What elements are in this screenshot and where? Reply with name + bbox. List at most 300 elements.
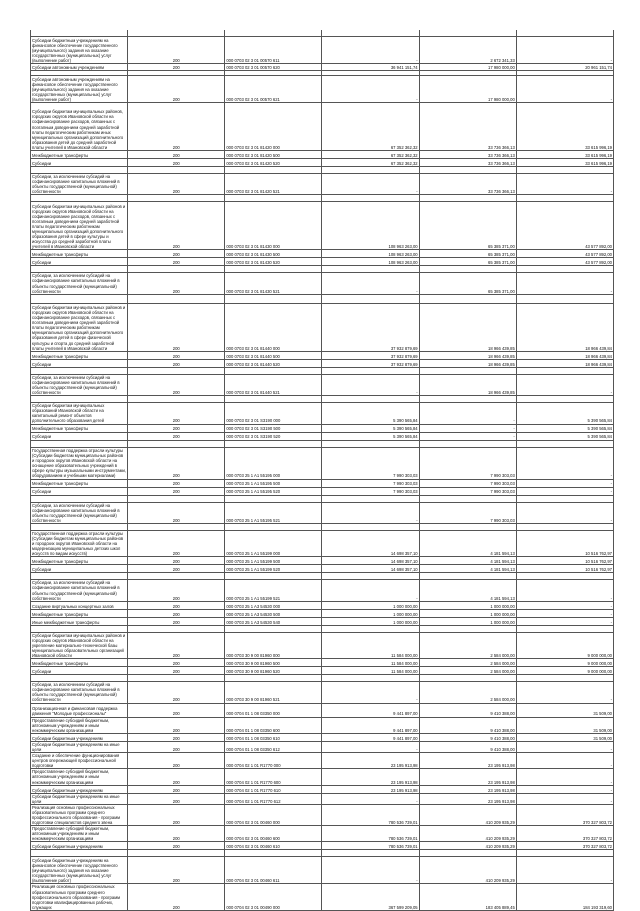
row-classification-code-cell: 000 0703 02 3 01 81420 000	[225, 103, 322, 151]
table-row	[31, 403, 614, 424]
row-name-cell: Создание и обеспечение функционирования центров опережающей профессиональной подготовки	[31, 753, 128, 769]
row-executed-amount-cell: 65 385 371,00	[419, 258, 516, 266]
row-classification-code-cell: 000 0703 30 9 00 81960 521	[225, 682, 322, 703]
row-classification-code-cell: 000 0703 02 3 01 81440 520	[225, 359, 322, 367]
row-executed-amount-cell: 2 584 000,00	[419, 632, 516, 658]
spacer-cell	[31, 675, 128, 682]
spacer-cell	[516, 294, 613, 303]
row-unexecuted-amount-cell: 370 327 803,72	[516, 826, 613, 842]
row-classification-code-cell: 000 0703 02 3 01 S3190 520	[225, 432, 322, 440]
row-code-cell: 200	[128, 842, 225, 850]
spacer-cell	[322, 167, 419, 174]
spacer-cell	[225, 850, 322, 857]
row-assigned-amount-cell: 11 584 000,00	[322, 632, 419, 658]
row-assigned-amount-cell: 36 941 151,74	[322, 64, 419, 71]
row-code-cell: 200	[128, 202, 225, 250]
row-assigned-amount-cell: -	[322, 741, 419, 752]
row-executed-amount-cell: 4 181 594,13	[419, 557, 516, 565]
table-row	[31, 884, 614, 910]
table-row	[31, 479, 614, 487]
row-unexecuted-amount-cell: -	[516, 857, 613, 884]
row-classification-code-cell: 000 0703 30 9 00 81960 000	[225, 632, 322, 658]
spacer-cell	[516, 167, 613, 174]
row-name-cell: Субсидии бюджетным учреждениям на финансовое обеспечение государственного (муниципального) задания на оказание государственных (муниципальных) услуг (выполнение работ)	[31, 37, 128, 64]
row-executed-amount-cell: 23 195 913,98	[419, 793, 516, 804]
spacer-cell	[322, 675, 419, 682]
row-assigned-amount-cell: 37 932 879,69	[322, 359, 419, 367]
table-row	[31, 103, 614, 151]
spacer-cell	[419, 294, 516, 303]
row-executed-amount-cell: 18 966 439,85	[419, 351, 516, 359]
row-classification-code-cell: 000 0704 02 1 01 R1770 612	[225, 793, 322, 804]
spacer-cell	[225, 675, 322, 682]
row-classification-code-cell: 000 0704 01 1 08 03350 610	[225, 733, 322, 741]
spacer-cell	[225, 625, 322, 632]
row-assigned-amount-cell: 9 441 897,00	[322, 733, 419, 741]
row-code-cell: 200	[128, 580, 225, 601]
row-name-cell: Субсидии бюджетам муниципальных районов и городских округов Ивановской области на укрепление материально-технической базы муниципальных образовательных организаций Ивановской области	[31, 632, 128, 658]
row-executed-amount-cell: 9 410 388,00	[419, 703, 516, 717]
row-assigned-amount-cell: 23 195 913,98	[322, 753, 419, 769]
row-assigned-amount-cell: 780 536 739,01	[322, 842, 419, 850]
row-unexecuted-amount-cell: 184 193 319,60	[516, 884, 613, 910]
spacer-cell	[128, 396, 225, 403]
row-classification-code-cell: 000 0703 02 3 01 81430 000	[225, 202, 322, 250]
spacer-cell	[128, 167, 225, 174]
row-name-cell: Субсидии	[31, 487, 128, 495]
row-classification-code-cell: 000 0703 25 1 A1 55195 000	[225, 447, 322, 479]
row-executed-amount-cell: 7 990 303,03	[419, 502, 516, 523]
row-spacer	[31, 573, 614, 580]
row-assigned-amount-cell: -	[322, 793, 419, 804]
row-unexecuted-amount-cell: 43 577 892,00	[516, 250, 613, 258]
row-code-cell: 200	[128, 303, 225, 351]
row-executed-amount-cell: 2 584 000,00	[419, 659, 516, 667]
row-name-cell: Межбюджетные трансферты	[31, 479, 128, 487]
row-classification-code-cell: 000 0703 02 3 01 81430 500	[225, 250, 322, 258]
spacer-cell	[128, 367, 225, 374]
row-assigned-amount-cell: -	[322, 374, 419, 395]
row-name-cell: Реализация основных профессиональных образовательных программ среднего профессионального образования - программ подготовки квалифицированных рабочих, служащих	[31, 884, 128, 910]
row-assigned-amount-cell: 7 990 303,03	[322, 447, 419, 479]
row-unexecuted-amount-cell: 18 966 439,84	[516, 351, 613, 359]
row-classification-code-cell: 000 0703 30 9 00 81960 500	[225, 659, 322, 667]
row-executed-amount-cell: 410 209 935,29	[419, 804, 516, 825]
row-unexecuted-amount-cell: 43 577 892,00	[516, 258, 613, 266]
table-row	[31, 804, 614, 825]
row-assigned-amount-cell: 5 390 565,84	[322, 403, 419, 424]
spacer-cell	[225, 495, 322, 502]
table-row	[31, 632, 614, 658]
row-assigned-amount-cell: -	[322, 37, 419, 64]
row-name-cell: Предоставление субсидий бюджетным, автономным учреждениям и иным некоммерческим организациям	[31, 826, 128, 842]
row-classification-code-cell: 000 0703 25 1 A3 54530 000	[225, 601, 322, 609]
row-code-cell: 200	[128, 103, 225, 151]
table-row	[31, 424, 614, 432]
row-name-cell: Субсидии, за исключением субсидий на софинансирование капитальных вложений в объекты государственной (муниципальной) собственности	[31, 374, 128, 395]
table-row	[31, 151, 614, 159]
row-name-cell: Субсидии, за исключением субсидий на софинансирование капитальных вложений в объекты государственной (муниципальной) собственности	[31, 273, 128, 294]
row-code-cell: 200	[128, 741, 225, 752]
row-name-cell: Предоставление субсидий бюджетным, автономным учреждениям и иным некоммерческим организациям	[31, 717, 128, 733]
row-executed-amount-cell: 33 736 366,13	[419, 103, 516, 151]
spacer-cell	[419, 850, 516, 857]
row-spacer	[31, 495, 614, 502]
row-spacer	[31, 396, 614, 403]
row-unexecuted-amount-cell: -	[516, 174, 613, 195]
table-row	[31, 159, 614, 167]
budget-execution-table	[30, 30, 614, 911]
row-classification-code-cell: 000 0703 02 3 01 S3190 000	[225, 403, 322, 424]
row-executed-amount-cell: 33 736 366,13	[419, 151, 516, 159]
spacer-cell	[225, 294, 322, 303]
row-code-cell: 200	[128, 617, 225, 625]
row-unexecuted-amount-cell: -	[516, 682, 613, 703]
table-row	[31, 793, 614, 804]
row-code-cell: 200	[128, 250, 225, 258]
row-classification-code-cell: 000 0703 02 3 01 81440 521	[225, 374, 322, 395]
row-name-cell: Межбюджетные трансферты	[31, 250, 128, 258]
row-unexecuted-amount-cell: 5 390 565,84	[516, 424, 613, 432]
table-body	[31, 30, 614, 910]
row-name-cell: Межбюджетные трансферты	[31, 609, 128, 617]
row-code-cell: 200	[128, 609, 225, 617]
budget-table-sheet	[30, 30, 614, 911]
row-executed-amount-cell: 2 672 341,33	[419, 37, 516, 64]
row-executed-amount-cell: 4 181 594,13	[419, 530, 516, 556]
row-name-cell: Субсидии, за исключением субсидий на софинансирование капитальных вложений в объекты государственной (муниципальной) собственности	[31, 174, 128, 195]
spacer-cell	[419, 195, 516, 202]
spacer-cell	[419, 573, 516, 580]
row-classification-code-cell: 000 0703 02 3 01 81420 500	[225, 151, 322, 159]
row-unexecuted-amount-cell: 31 509,00	[516, 703, 613, 717]
spacer-cell	[419, 367, 516, 374]
row-assigned-amount-cell: 108 963 263,00	[322, 202, 419, 250]
table-row	[31, 785, 614, 793]
row-executed-amount-cell: 9 410 388,00	[419, 717, 516, 733]
spacer-cell	[128, 440, 225, 447]
table-row	[31, 37, 614, 64]
row-code-cell: 200	[128, 753, 225, 769]
spacer-cell	[31, 523, 128, 530]
row-assigned-amount-cell: 14 698 357,10	[322, 530, 419, 556]
row-assigned-amount-cell: 5 390 565,84	[322, 424, 419, 432]
row-unexecuted-amount-cell: 33 615 996,19	[516, 151, 613, 159]
row-spacer	[31, 850, 614, 857]
table-row	[31, 609, 614, 617]
row-assigned-amount-cell: -	[322, 682, 419, 703]
table-row	[31, 601, 614, 609]
row-unexecuted-amount-cell: 9 000 000,00	[516, 659, 613, 667]
spacer-cell	[31, 850, 128, 857]
row-assigned-amount-cell: 14 698 357,10	[322, 557, 419, 565]
row-unexecuted-amount-cell: -	[516, 487, 613, 495]
spacer-cell	[225, 367, 322, 374]
row-unexecuted-amount-cell: 33 615 996,19	[516, 159, 613, 167]
row-unexecuted-amount-cell: -	[516, 374, 613, 395]
row-code-cell: 200	[128, 557, 225, 565]
row-code-cell: 200	[128, 785, 225, 793]
row-spacer	[31, 523, 614, 530]
row-classification-code-cell: 000 0703 25 1 A3 54530 500	[225, 609, 322, 617]
row-unexecuted-amount-cell: -	[516, 785, 613, 793]
row-code-cell: 200	[128, 432, 225, 440]
row-name-cell: Субсидии, за исключением субсидий на софинансирование капитальных вложений в объекты государственной (муниципальной) собственности	[31, 502, 128, 523]
row-name-cell: Субсидии бюджетным учреждениям на иные цели	[31, 793, 128, 804]
row-executed-amount-cell: 18 966 439,85	[419, 359, 516, 367]
row-assigned-amount-cell: 367 599 209,05	[322, 884, 419, 910]
row-executed-amount-cell: 7 990 303,03	[419, 479, 516, 487]
row-code-cell: 200	[128, 857, 225, 884]
spacer-cell	[225, 167, 322, 174]
table-row	[31, 769, 614, 785]
spacer-cell	[225, 523, 322, 530]
spacer-cell	[516, 675, 613, 682]
row-classification-code-cell: 000 0704 02 3 01 00490 000	[225, 884, 322, 910]
table-row	[31, 487, 614, 495]
row-executed-amount-cell: 18 966 439,85	[419, 303, 516, 351]
row-assigned-amount-cell: 23 195 913,98	[322, 769, 419, 785]
row-name-cell: Межбюджетные трансферты	[31, 557, 128, 565]
spacer-cell	[322, 294, 419, 303]
row-name-cell: Реализация основных профессиональных образовательных программ среднего профессионального образования - программ подготовки специалистов среднего звена	[31, 804, 128, 825]
row-classification-code-cell: 000 0704 01 1 08 03350 612	[225, 741, 322, 752]
row-executed-amount-cell: 2 584 000,00	[419, 667, 516, 675]
row-unexecuted-amount-cell: 20 961 151,74	[516, 64, 613, 71]
row-classification-code-cell: 000 0704 02 3 01 00460 611	[225, 857, 322, 884]
row-code-cell: 200	[128, 733, 225, 741]
row-unexecuted-amount-cell: 10 516 762,97	[516, 565, 613, 573]
table-row	[31, 842, 614, 850]
row-name-cell: Субсидии бюджетам муниципальных районов и городских округов Ивановской области на софинансирование расходов, связанных с поэтапным доведением средней заработной платы педагогическим работникам муниципальных организаций дополнительного образования детей в сфере культуры и искусства до средней заработной платы учителей в Ивановской области	[31, 202, 128, 250]
spacer-cell	[516, 573, 613, 580]
row-executed-amount-cell: 33 736 366,13	[419, 174, 516, 195]
row-executed-amount-cell: 9 410 388,00	[419, 733, 516, 741]
row-classification-code-cell: 000 0703 25 1 A1 55195 520	[225, 487, 322, 495]
row-code-cell: 200	[128, 273, 225, 294]
row-executed-amount-cell: 33 736 366,13	[419, 159, 516, 167]
row-spacer	[31, 440, 614, 447]
row-code-cell: 200	[128, 359, 225, 367]
row-classification-code-cell: 000 0703 02 3 01 00570 620	[225, 64, 322, 71]
spacer-cell	[225, 266, 322, 273]
row-code-cell: 200	[128, 717, 225, 733]
row-code-cell: 200	[128, 479, 225, 487]
row-executed-amount-cell: 9 410 388,00	[419, 741, 516, 752]
row-assigned-amount-cell: 108 963 263,00	[322, 258, 419, 266]
row-name-cell: Субсидии бюджетным учреждениям	[31, 842, 128, 850]
spacer-cell	[322, 195, 419, 202]
table-row	[31, 502, 614, 523]
row-unexecuted-amount-cell: -	[516, 447, 613, 479]
table-row	[31, 717, 614, 733]
spacer-cell	[31, 167, 128, 174]
spacer-cell	[128, 675, 225, 682]
row-executed-amount-cell: 65 385 371,00	[419, 250, 516, 258]
spacer-cell	[322, 573, 419, 580]
spacer-cell	[419, 396, 516, 403]
row-classification-code-cell: 000 0703 25 1 A1 55199 000	[225, 530, 322, 556]
row-classification-code-cell: 000 0704 02 1 01 R1770 600	[225, 769, 322, 785]
row-name-cell: Субсидии, за исключением субсидий на софинансирование капитальных вложений в объекты государственной (муниципальной) собственности	[31, 682, 128, 703]
row-executed-amount-cell: 65 385 371,00	[419, 202, 516, 250]
table-row	[31, 753, 614, 769]
spacer-cell	[225, 573, 322, 580]
row-classification-code-cell: 000 0703 02 3 01 S3190 500	[225, 424, 322, 432]
spacer-cell	[322, 266, 419, 273]
row-name-cell: Создание виртуальных концертных залов	[31, 601, 128, 609]
table-row	[31, 826, 614, 842]
row-assigned-amount-cell: 780 536 739,01	[322, 804, 419, 825]
spacer-cell	[516, 440, 613, 447]
row-code-cell: 200	[128, 351, 225, 359]
row-code-cell: 200	[128, 403, 225, 424]
row-name-cell: Межбюджетные трансферты	[31, 424, 128, 432]
row-assigned-amount-cell: -	[322, 174, 419, 195]
spacer-cell	[322, 625, 419, 632]
row-classification-code-cell: 000 0703 02 3 01 00570 611	[225, 37, 322, 64]
row-assigned-amount-cell: 7 990 303,03	[322, 487, 419, 495]
row-assigned-amount-cell: 5 390 565,84	[322, 432, 419, 440]
row-assigned-amount-cell: 37 932 879,69	[322, 303, 419, 351]
spacer-cell	[225, 396, 322, 403]
spacer-cell	[516, 850, 613, 857]
row-executed-amount-cell: 17 980 000,00	[419, 76, 516, 103]
row-code-cell: 200	[128, 37, 225, 64]
row-code-cell: 200	[128, 151, 225, 159]
spacer-cell	[31, 266, 128, 273]
row-name-cell: Субсидии	[31, 565, 128, 573]
row-executed-amount-cell: -	[419, 424, 516, 432]
row-unexecuted-amount-cell: 5 390 565,84	[516, 403, 613, 424]
spacer-cell	[31, 625, 128, 632]
row-spacer	[31, 195, 614, 202]
row-unexecuted-amount-cell: -	[516, 741, 613, 752]
spacer-cell	[516, 523, 613, 530]
row-assigned-amount-cell: 9 441 897,00	[322, 717, 419, 733]
row-assigned-amount-cell: 11 584 000,00	[322, 667, 419, 675]
row-assigned-amount-cell: 108 963 263,00	[322, 250, 419, 258]
row-executed-amount-cell: 23 195 913,98	[419, 785, 516, 793]
row-assigned-amount-cell: 9 441 897,00	[322, 703, 419, 717]
row-unexecuted-amount-cell: -	[516, 769, 613, 785]
row-code-cell: 200	[128, 258, 225, 266]
row-assigned-amount-cell: -	[322, 76, 419, 103]
row-unexecuted-amount-cell: -	[516, 609, 613, 617]
row-name-cell: Субсидии бюджетам муниципальных образований Ивановской области на капитальный ремонт объектов дополнительного образования детей	[31, 403, 128, 424]
row-code-cell: 200	[128, 826, 225, 842]
row-classification-code-cell: 000 0704 02 1 01 R1770 610	[225, 785, 322, 793]
row-code-cell: 200	[128, 667, 225, 675]
row-classification-code-cell: 000 0703 02 3 01 81440 500	[225, 351, 322, 359]
row-assigned-amount-cell: -	[322, 273, 419, 294]
row-assigned-amount-cell: -	[322, 857, 419, 884]
row-code-cell: 200	[128, 769, 225, 785]
row-classification-code-cell: 000 0703 02 3 01 81420 520	[225, 159, 322, 167]
row-executed-amount-cell: 4 181 594,13	[419, 565, 516, 573]
spacer-cell	[31, 195, 128, 202]
row-classification-code-cell: 000 0703 02 3 01 81440 000	[225, 303, 322, 351]
row-executed-amount-cell: 1 000 000,00	[419, 609, 516, 617]
spacer-cell	[128, 523, 225, 530]
spacer-cell	[128, 850, 225, 857]
row-unexecuted-amount-cell: -	[516, 617, 613, 625]
table-row	[31, 667, 614, 675]
row-classification-code-cell: 000 0704 02 3 01 00460 000	[225, 804, 322, 825]
row-code-cell: 200	[128, 76, 225, 103]
row-code-cell: 200	[128, 659, 225, 667]
row-classification-code-cell: 000 0704 01 1 08 03350 000	[225, 703, 322, 717]
row-name-cell: Межбюджетные трансферты	[31, 659, 128, 667]
row-executed-amount-cell: 18 966 439,85	[419, 374, 516, 395]
table-row	[31, 682, 614, 703]
row-name-cell: Субсидии бюджетным учреждениям	[31, 733, 128, 741]
spacer-cell	[322, 440, 419, 447]
spacer-cell	[322, 396, 419, 403]
row-unexecuted-amount-cell: 10 516 762,97	[516, 530, 613, 556]
row-unexecuted-amount-cell: -	[516, 580, 613, 601]
row-spacer	[31, 167, 614, 174]
row-name-cell: Предоставление субсидий бюджетным, автономным учреждениям и иным некоммерческим организациям	[31, 769, 128, 785]
row-code-cell: 200	[128, 447, 225, 479]
row-unexecuted-amount-cell: -	[516, 502, 613, 523]
row-classification-code-cell: 000 0704 02 3 01 00460 600	[225, 826, 322, 842]
spacer-cell	[322, 367, 419, 374]
spacer-cell	[516, 495, 613, 502]
spacer-cell	[31, 396, 128, 403]
row-name-cell: Государственная поддержка отрасли культуры (Субсидии бюджетам муниципальных районов и городских округов Ивановской области на оснащение образовательных учреждений в сфере культуры музыкальными инструментами, оборудованием и учебными материалами)	[32, 447, 127, 479]
row-classification-code-cell: 000 0703 30 9 00 81960 520	[225, 667, 322, 675]
spacer-cell	[419, 266, 516, 273]
row-unexecuted-amount-cell: 9 000 000,00	[516, 632, 613, 658]
row-assigned-amount-cell: 1 000 000,00	[322, 601, 419, 609]
row-unexecuted-amount-cell: -	[516, 479, 613, 487]
row-code-cell: 200	[128, 530, 225, 556]
spacer-cell	[128, 195, 225, 202]
spacer-cell	[419, 625, 516, 632]
spacer-cell	[419, 495, 516, 502]
row-assigned-amount-cell: -	[322, 502, 419, 523]
spacer-cell	[128, 294, 225, 303]
row-name-cell: Иные межбюджетные трансферты	[31, 617, 128, 625]
row-name-cell: Субсидии бюджетам муниципальных районов, городских округов Ивановской области на софинансирование расходов, связанных с поэтапным доведением средней заработной платы педагогическим работникам иных муниципальных организаций дополнительного образования детей до средней заработной платы учителей в Ивановской области	[31, 103, 128, 151]
row-code-cell: 200	[128, 884, 225, 910]
row-code-cell: 200	[128, 159, 225, 167]
row-name-cell: Субсидии автономным учреждениям на финансовое обеспечение государственного (муниципального) задания на оказание государственных (муниципальных) услуг (выполнение работ)	[31, 76, 128, 103]
table-row	[31, 351, 614, 359]
row-unexecuted-amount-cell: 33 615 996,19	[516, 103, 613, 151]
row-spacer	[31, 675, 614, 682]
row-assigned-amount-cell: 67 352 362,32	[322, 103, 419, 151]
table-row	[31, 617, 614, 625]
spacer-cell	[31, 367, 128, 374]
table-row	[31, 432, 614, 440]
row-unexecuted-amount-cell: 370 327 803,72	[516, 804, 613, 825]
table-row	[31, 258, 614, 266]
row-executed-amount-cell: 23 195 913,98	[419, 769, 516, 785]
row-name-cell: Субсидии	[31, 359, 128, 367]
spacer-cell	[516, 396, 613, 403]
row-classification-code-cell: 000 0703 02 3 01 81420 521	[225, 174, 322, 195]
row-executed-amount-cell: 65 385 371,00	[419, 273, 516, 294]
row-code-cell: 200	[128, 487, 225, 495]
row-assigned-amount-cell: 67 352 362,32	[322, 151, 419, 159]
row-executed-amount-cell: 7 990 303,03	[419, 447, 516, 479]
row-classification-code-cell: 000 0704 02 1 01 R1770 000	[225, 753, 322, 769]
row-name-cell: Межбюджетные трансферты	[31, 151, 128, 159]
row-unexecuted-amount-cell: 9 000 000,00	[516, 667, 613, 675]
spacer-cell	[516, 367, 613, 374]
